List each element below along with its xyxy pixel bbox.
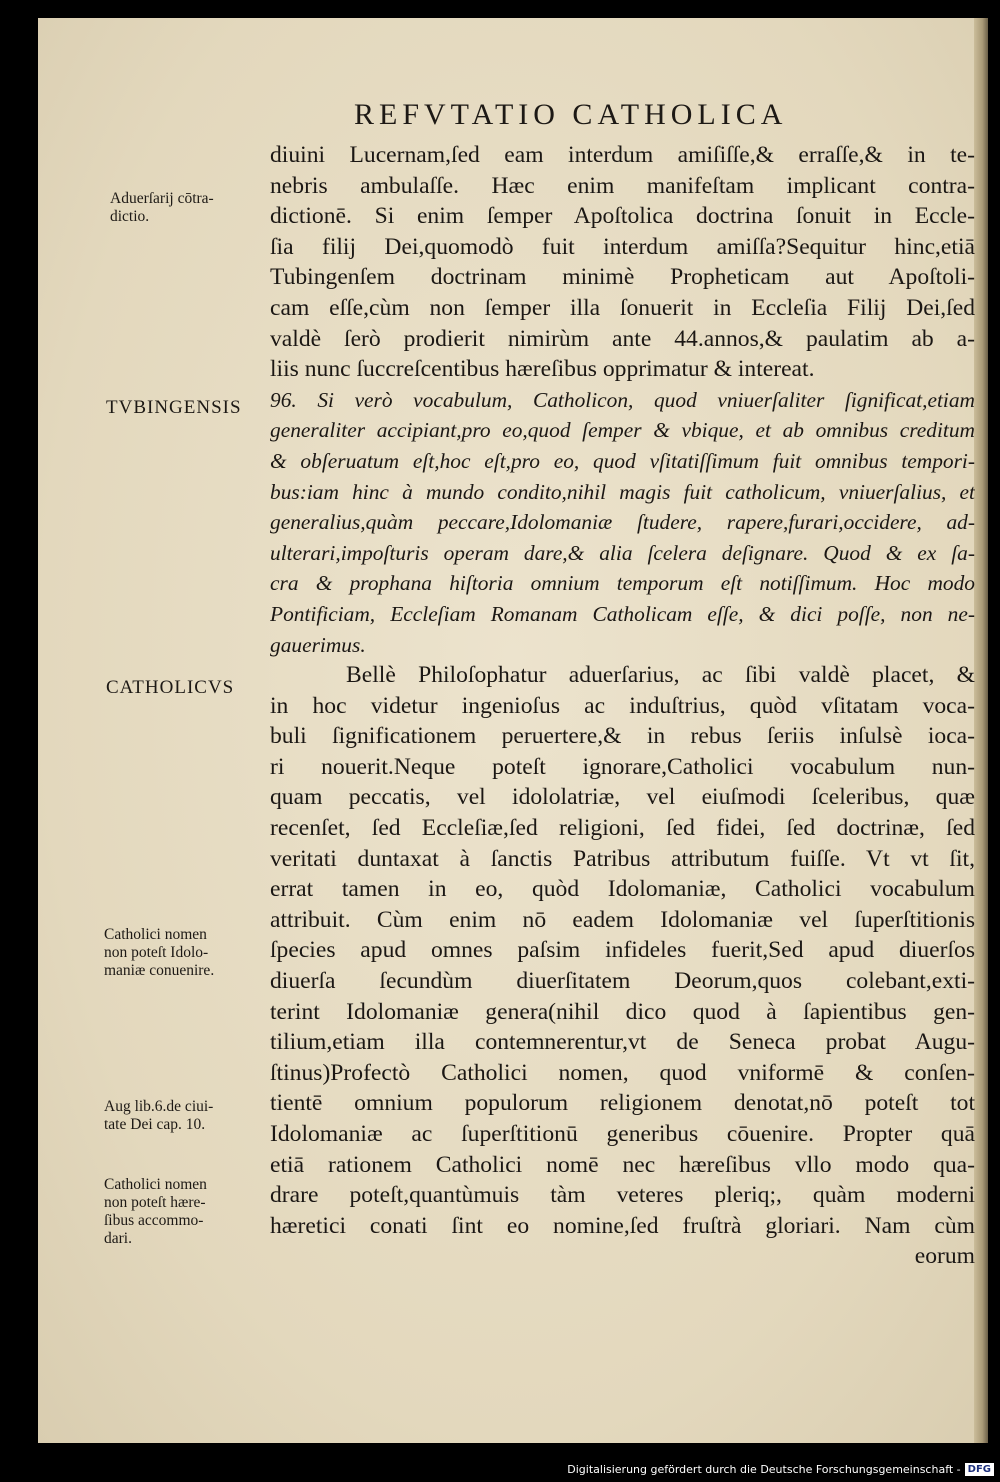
body-line: Idolomaniæ ac ſuperſtitionū generibus cōuenire. Propter quā bbox=[270, 1121, 975, 1147]
body-line: veritati duntaxat à ſanctis Patribus attributum fuiſſe. Vt vt ſit, bbox=[270, 845, 975, 872]
margin-note-catholici-idolomaniae: Catholici nomen non poteſt Idolo- maniæ conuenire. bbox=[104, 926, 215, 979]
margin-note-catholici-haeresibus: Catholici nomen non poteſt hære- ſibus accommo- dari. bbox=[104, 1176, 207, 1247]
body-line: ulterari,impoſturis operam dare,& alia ſcelera deſignare. Quod & ex ſa- bbox=[270, 540, 975, 565]
book-page bbox=[38, 18, 988, 1443]
body-line: Pontificiam, Eccleſiam Romanam Catholicam eſſe, & dici poſſe, non ne- bbox=[270, 601, 975, 626]
body-line: etiā rationem Catholici nomē nec hæreſibus vllo modo qua- bbox=[270, 1151, 975, 1178]
body-line: terint Idolomaniæ genera(nihil dico quod à ſapientibus gen- bbox=[270, 998, 975, 1025]
body-line: errat tamen in eo, quòd Idolomaniæ, Catholici vocabulum bbox=[270, 876, 975, 903]
body-line: diuini Lucernam,ſed eam interdum amiſiſſe,& erraſſe,& in te- bbox=[270, 142, 975, 168]
body-line: ſia filij Dei,quomodò fuit interdum amiſſa?Sequitur hinc,etiā bbox=[270, 233, 975, 260]
body-line: drare poteſt,quantùmuis tàm veteres pleriq;, quàm moderni bbox=[270, 1182, 975, 1209]
body-line: nebris ambulaſſe. Hæc enim manifeſtam implicant contra- bbox=[270, 172, 975, 199]
body-text bbox=[270, 140, 975, 1272]
margin-note-adversarii: Aduerſarij cōtra- dictio. bbox=[110, 190, 214, 225]
dfg-logo: DFG bbox=[965, 1463, 994, 1476]
page-edge bbox=[974, 18, 988, 1443]
body-line: ri nouerit.Neque poteſt ignorare,Catholici vocabulum nun- bbox=[270, 753, 975, 780]
body-line: tilium,etiam illa contemnerentur,vt de Seneca probat Augu- bbox=[270, 1029, 975, 1056]
body-line: diuerſa ſecundùm diuerſitatem Deorum,quos colebant,exti- bbox=[270, 968, 975, 995]
body-line: Tubingenſem doctrinam minimè Propheticam aut Apoſtoli- bbox=[270, 264, 975, 291]
body-line: in hoc videtur ingenioſus ac induſtrius, quòd vſitatam voca- bbox=[270, 692, 975, 719]
body-line: buli ſignificationem peruertere,& in rebus ſeriis inſulsè ioca- bbox=[270, 723, 975, 750]
body-line: generalius,quàm peccare,Idolomaniæ ſtudere, rapere,furari,occidere, ad- bbox=[270, 510, 975, 535]
body-line: hæretici conati ſint eo nomine,ſed fruſtrà gloriari. Nam cùm bbox=[270, 1212, 975, 1239]
body-line: liis nunc ſuccreſcentibus hæreſibus opprimatur & intereat. bbox=[270, 356, 815, 383]
body-line: attribuit. Cùm enim nō eadem Idolomaniæ vel ſuperſtitionis bbox=[270, 906, 975, 933]
body-line: quam peccatis, vel idololatriæ, vel eiuſmodi ſceleribus, quæ bbox=[270, 784, 975, 811]
margin-note-catholicus: CATHOLICVS bbox=[106, 677, 235, 698]
body-line: valdè ſerò prodierit nimirùm ante 44.annos,& paulatim ab a- bbox=[270, 325, 975, 352]
running-head: REFVTATIO CATHOLICA bbox=[354, 98, 788, 131]
body-line: cra & prophana hiſtoria omnium temporum eſt notiſſimum. Hoc modo bbox=[270, 571, 975, 596]
body-line: recenſet, ſed Eccleſiæ,ſed religioni, ſed fidei, ſed doctrinæ, ſed bbox=[270, 815, 975, 842]
margin-note-tubingensis: TVBINGENSIS bbox=[106, 397, 242, 418]
body-line: cam eſſe,cùm non ſemper illa ſonuerit in Eccleſia Filij Dei,ſed bbox=[270, 294, 975, 321]
body-line: dictionē. Si enim ſemper Apoſtolica doctrina ſonuit in Eccle- bbox=[270, 203, 975, 230]
body-line: gauerimus. bbox=[270, 632, 366, 657]
body-line: tientē omnium populorum religionem denotat,nō poteſt tot bbox=[270, 1090, 975, 1117]
margin-note-augustine-ref: Aug lib.6.de ciui- tate Dei cap. 10. bbox=[104, 1098, 214, 1133]
body-line: & obſeruatum eſt,hoc eſt,pro eo, quod vſitatiſſimum fuit omnibus tempori- bbox=[270, 448, 975, 473]
body-line: ſtinus)Profectò Catholici nomen, quod vniformē & conſen- bbox=[270, 1059, 975, 1086]
body-line: ſpecies apud omnes paſsim infideles fuerit,Sed apud diuerſos bbox=[270, 937, 975, 964]
footer-text: Digitalisierung gefördert durch die Deutsche Forschungsgemeinschaft - bbox=[567, 1462, 961, 1476]
body-line: Bellè Philoſophatur aduerſarius, ac ſibi valdè placet, & bbox=[346, 662, 975, 689]
body-line: 96. Si verò vocabulum, Catholicon, quod vniuerſaliter ſignificat,etiam bbox=[270, 387, 975, 412]
body-line: bus:iam hinc à mundo condito,nihil magis fuit catholicum, vniuerſalius, et bbox=[270, 479, 975, 504]
digitization-footer bbox=[0, 1463, 1000, 1477]
body-line: eorum bbox=[914, 1243, 975, 1270]
body-line: generaliter accipiant,pro eo,quod ſemper & vbique, et ab omnibus creditum bbox=[270, 418, 975, 443]
